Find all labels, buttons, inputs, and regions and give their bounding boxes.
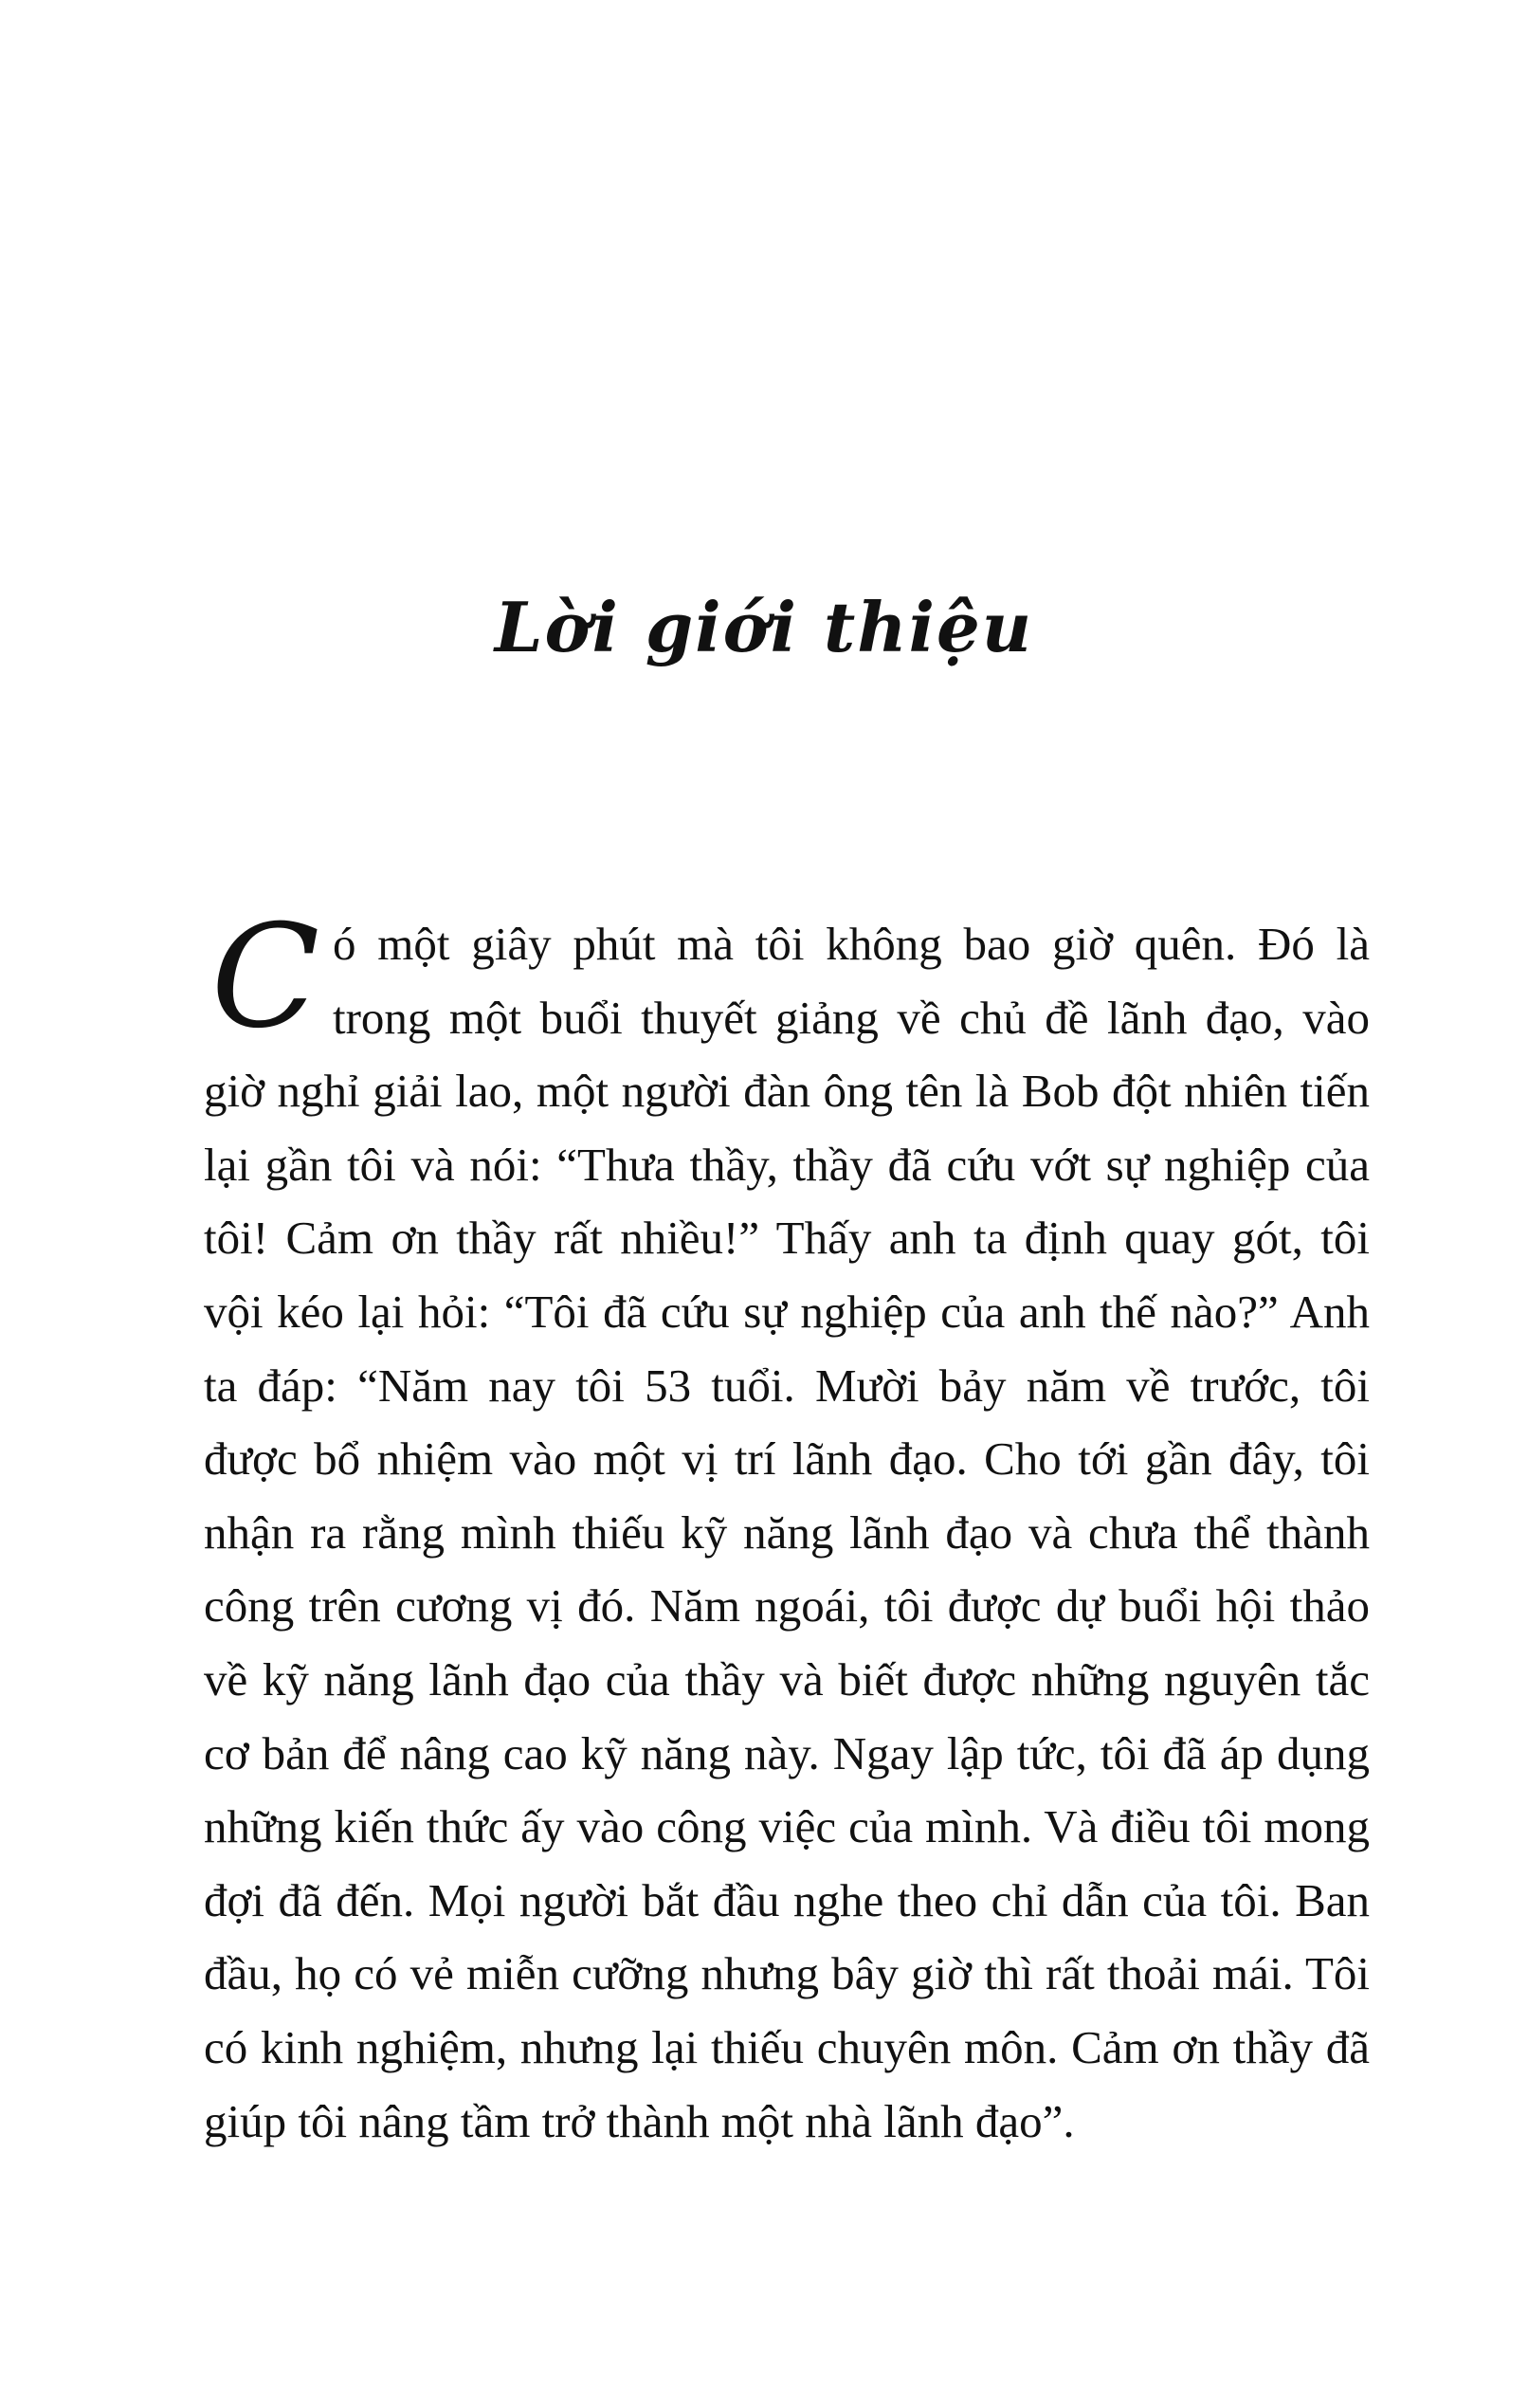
intro-section <box>204 895 1370 2158</box>
drop-cap: C <box>210 895 320 1060</box>
intro-paragraph: ó một giây phút mà tôi không bao giờ quên. Đó là trong một buổi thuyết giảng về chủ đề lãnh đạo, vào giờ nghỉ giải lao, một người đàn ông tên là Bob đột nhiên tiến lại gần tôi và nói: “Thưa thầy, thầy đã cứu vớt sự nghiệp của tôi! Cảm ơn thầy rất nhiều!” Thấy anh ta định quay gót, tôi vội kéo lại hỏi: “Tôi đã cứu sự nghiệp của anh thế nào?” Anh ta đáp: “Năm nay tôi 53 tuổi. Mười bảy năm về trước, tôi được bổ nhiệm vào một vị trí lãnh đạo. Cho tới gần đây, tôi nhận ra rằng mình thiếu kỹ năng lãnh đạo và chưa thể thành công trên cương vị đó. Năm ngoái, tôi được dự buổi hội thảo về kỹ năng lãnh đạo của thầy và biết được những nguyên tắc cơ bản để nâng cao kỹ năng này. Ngay lập tức, tôi đã áp dụng những kiến thức ấy vào công việc của mình. Và điều tôi mong đợi đã đến. Mọi người bắt đầu nghe theo chỉ dẫn của tôi. Ban đầu, họ có vẻ miễn cưỡng nhưng bây giờ thì rất thoải mái. Tôi có kinh nghiệm, nhưng lại thiếu chuyên môn. Cảm ơn thầy đã giúp tôi nâng tầm trở thành một nhà lãnh đạo”. <box>204 918 1370 2147</box>
page-title: Lời giới thiệu <box>494 587 1034 667</box>
